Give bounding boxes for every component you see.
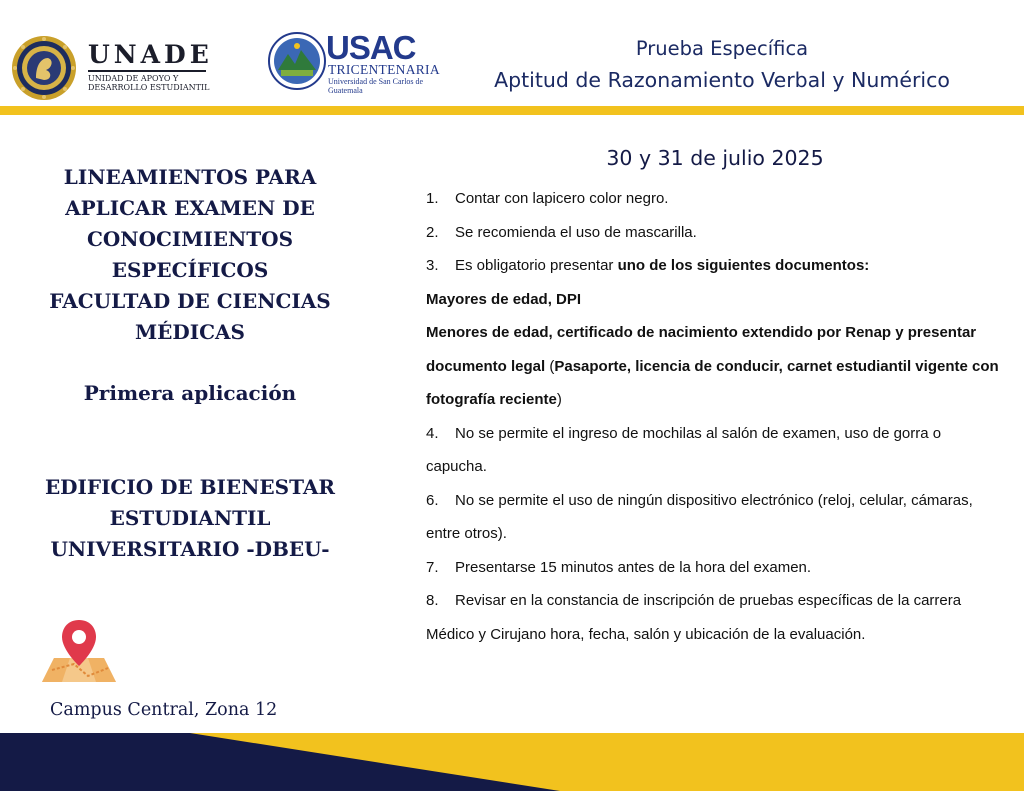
minors-requirement: Menores de edad, certificado de nacimiento extendido por Renap y presentar documento legal xyxy=(426,324,977,375)
item-text-bold: uno de los siguientes documentos: xyxy=(617,257,870,274)
building-line: ESTUDIANTIL xyxy=(109,506,271,530)
list-item xyxy=(426,316,1001,417)
usac-university-name: Universidad de San Carlos de Guatemala xyxy=(328,77,424,95)
guidelines-line: APLICAR EXAMEN DE xyxy=(65,196,315,220)
unade-logo xyxy=(10,34,220,104)
page-header xyxy=(0,0,1024,106)
item-number: 4. xyxy=(426,424,439,442)
list-item xyxy=(426,417,1001,484)
minors-documents: Pasaporte, licencia de conducir, carnet estudiantil vigente con fotografía reciente xyxy=(426,357,999,408)
unade-divider xyxy=(88,70,206,72)
item-text: Presentarse 15 minutos antes de la hora del examen. xyxy=(455,558,812,576)
unade-subtitle-line1: UNIDAD DE APOYO Y xyxy=(88,74,179,83)
list-item xyxy=(426,484,1001,551)
list-item xyxy=(426,584,1001,651)
paren-open: ( xyxy=(545,357,555,375)
building-line: UNIVERSITARIO -DBEU- xyxy=(50,537,330,561)
exam-date: 30 y 31 de julio 2025 xyxy=(606,146,824,170)
exam-title xyxy=(452,34,992,96)
item-number: 7. xyxy=(426,558,439,576)
usac-wordmark: USAC xyxy=(326,29,416,66)
item-text: Es obligatorio presentar xyxy=(455,257,618,274)
item-number: 3. xyxy=(426,257,439,274)
item-text: Revisar en la constancia de inscripción de pruebas específicas de la carrera Médico y Cirujano hora, fecha, salón y ubicación de la evaluación. xyxy=(426,592,962,643)
list-item xyxy=(426,551,1001,585)
usac-tricentenaria: TRICENTENARIA xyxy=(328,62,440,77)
guidelines-list xyxy=(426,182,1001,651)
campus-location: Campus Central, Zona 12 xyxy=(50,700,278,720)
unade-wordmark: UNADE xyxy=(88,40,213,69)
list-item xyxy=(426,249,1001,283)
adults-requirement: Mayores de edad, DPI xyxy=(426,290,582,308)
item-text: No se permite el uso de ningún dispositivo electrónico (reloj, celular, cámaras, entre otros). xyxy=(426,491,973,542)
paren-close: ) xyxy=(556,391,562,408)
footer-band xyxy=(0,733,1024,791)
application-label: Primera aplicación xyxy=(83,381,297,405)
guidelines-line: FACULTAD DE CIENCIAS xyxy=(49,289,331,313)
exam-title-line1: Prueba Específica xyxy=(635,37,809,60)
guidelines-heading xyxy=(30,162,350,348)
item-number: 1. xyxy=(426,190,439,207)
unade-seal-icon xyxy=(10,34,78,102)
item-text: Se recomienda el uso de mascarilla. xyxy=(455,223,697,241)
building-name xyxy=(30,472,350,565)
guidelines-line: MÉDICAS xyxy=(135,320,245,344)
usac-seal-icon xyxy=(268,32,326,90)
guidelines-line: CONOCIMIENTOS xyxy=(86,227,294,251)
unade-subtitle xyxy=(88,74,218,92)
building-line: EDIFICIO DE BIENESTAR xyxy=(44,475,336,499)
item-text: Contar con lapicero color negro. xyxy=(455,190,669,207)
list-item xyxy=(426,216,1001,250)
guidelines-line: LINEAMIENTOS PARA xyxy=(63,165,317,189)
map-pin-icon xyxy=(38,618,120,688)
unade-subtitle-line2: DESARROLLO ESTUDIANTIL xyxy=(88,83,210,92)
item-number: 6. xyxy=(426,491,439,509)
item-text: No se permite el ingreso de mochilas al salón de examen, uso de gorra o capucha. xyxy=(426,424,942,475)
item-number: 8. xyxy=(426,592,439,609)
guidelines-line: ESPECÍFICOS xyxy=(111,258,269,282)
header-gold-band xyxy=(0,106,1024,115)
list-item xyxy=(426,283,1001,317)
item-number: 2. xyxy=(426,223,439,241)
list-item xyxy=(426,182,1001,216)
exam-title-line2: Aptitud de Razonamiento Verbal y Numérico xyxy=(494,68,950,92)
usac-logo xyxy=(268,29,448,95)
